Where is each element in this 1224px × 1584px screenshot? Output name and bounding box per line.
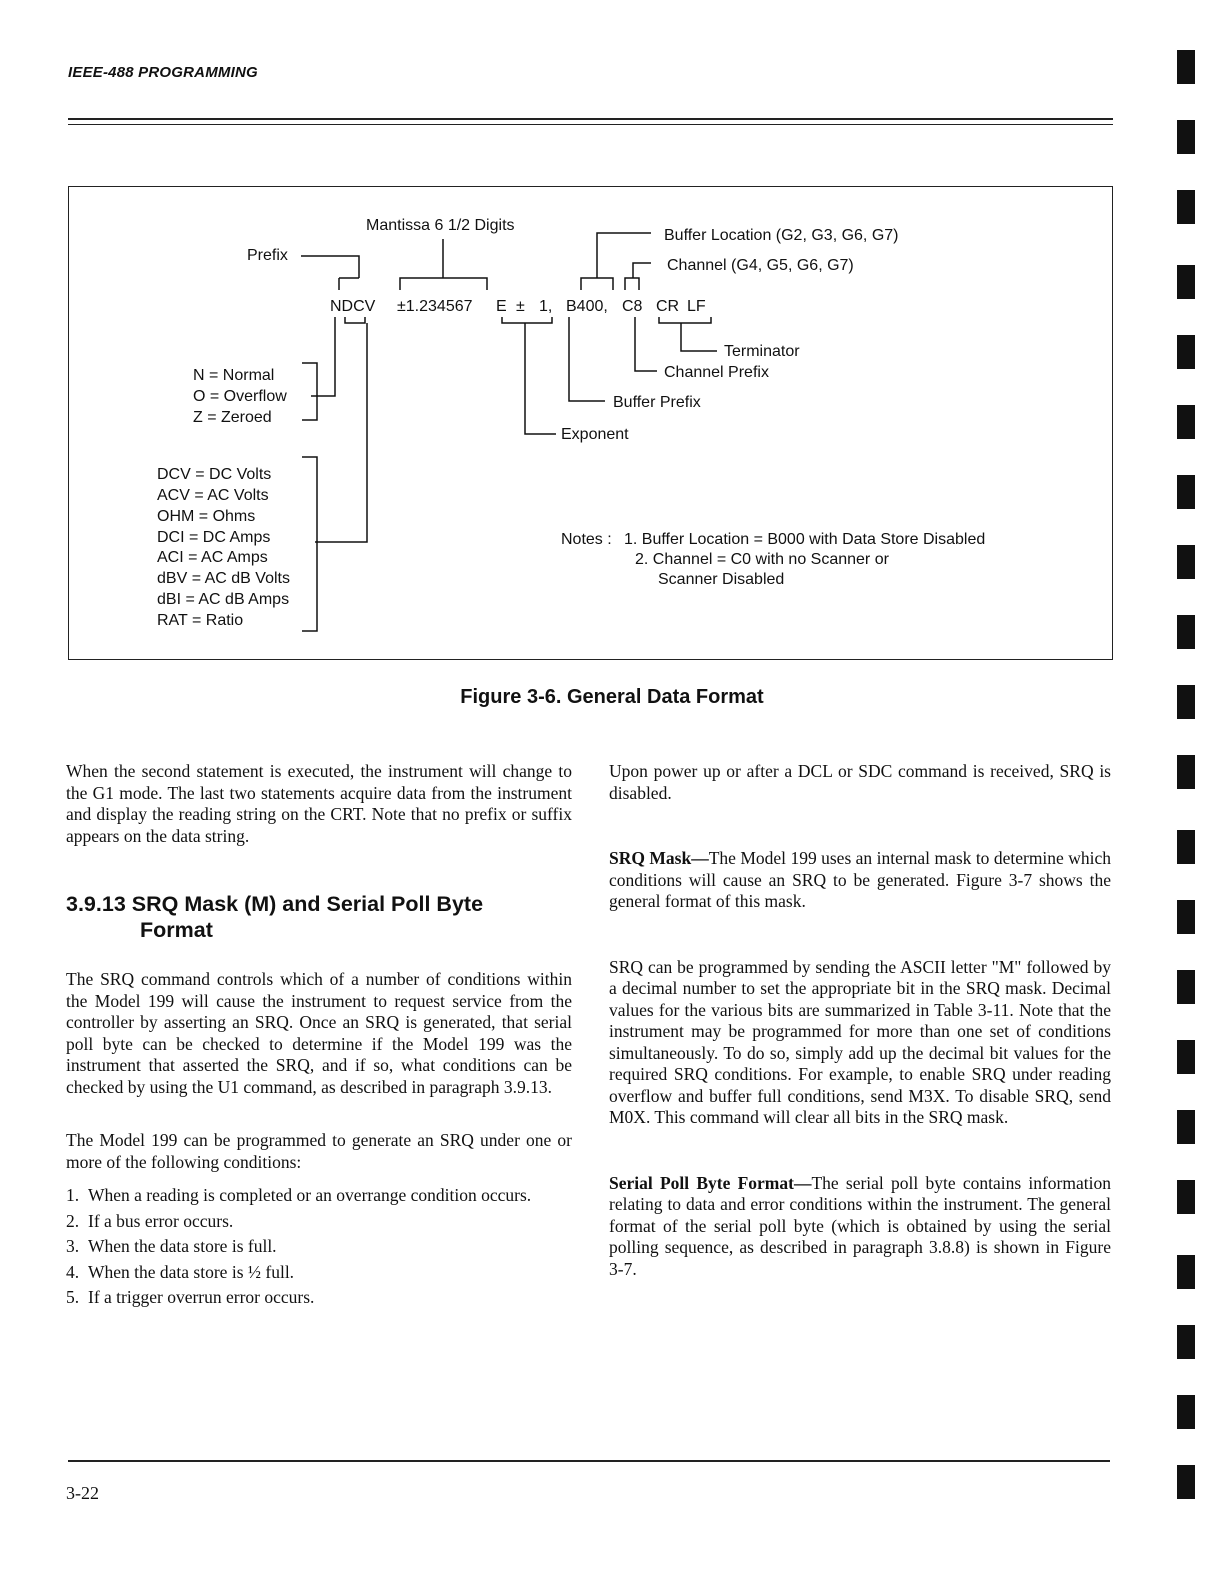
- list-item: [66, 1287, 572, 1309]
- function-code: OHM = Ohms: [157, 508, 256, 525]
- section-number: 3.9.13: [66, 892, 126, 916]
- buffer-prefix-label: Buffer Prefix: [613, 394, 701, 411]
- run-in-heading: SRQ Mask—: [609, 848, 709, 868]
- ds-mantissa: ±1.234567: [397, 298, 473, 315]
- paragraph-text: The Model 199 uses an internal mask to determine which conditions will cause an SRQ to be generated. Figure 3-7 shows the general format of this mask.: [609, 848, 1111, 911]
- list-item: [66, 1211, 572, 1233]
- function-code: ACI = AC Amps: [157, 549, 268, 566]
- paragraph-text: The serial poll byte contains information relating to data and error conditions within the instrument. The general format of the serial poll byte (which is obtained by using the serial polling sequence, as described in paragraph 3.8.8) is shown in Figure 3-7.: [609, 1172, 1111, 1279]
- figure-caption: Figure 3-6. General Data Format: [460, 686, 764, 708]
- index-tab: [1177, 900, 1195, 934]
- index-tab: [1177, 1395, 1195, 1429]
- ds-channel: C8: [622, 298, 643, 315]
- index-tab: [1177, 1110, 1195, 1144]
- list-text: When a reading is completed or an overrange condition occurs.: [88, 1185, 532, 1205]
- status-code: O = Overflow: [193, 388, 287, 405]
- function-code: dBV = AC dB Volts: [157, 570, 290, 587]
- index-tab: [1177, 190, 1195, 224]
- list-number: 1.: [66, 1185, 80, 1205]
- terminator-label: Terminator: [724, 343, 800, 360]
- paragraph: [609, 848, 1111, 913]
- function-code: ACV = AC Volts: [157, 487, 269, 504]
- paragraph: Upon power up or after a DCL or SDC command is received, SRQ is disabled.: [609, 761, 1111, 803]
- exponent-label: Exponent: [561, 426, 629, 443]
- list-item: [66, 1262, 572, 1284]
- index-tab: [1177, 615, 1195, 649]
- data-format-figure: [68, 186, 1113, 660]
- list-number: 2.: [66, 1210, 80, 1231]
- list-text: If a trigger overrun error occurs.: [88, 1287, 315, 1307]
- conditions-list: [66, 1185, 572, 1309]
- section-title: SRQ Mask (M) and Serial Poll Byte: [131, 892, 484, 916]
- list-number: 3.: [66, 1236, 80, 1256]
- ds-exp-sign: ±: [516, 298, 525, 315]
- index-tab: [1177, 1180, 1195, 1214]
- channel-label: Channel (G4, G5, G6, G7): [667, 257, 854, 274]
- index-tab: [1177, 50, 1195, 84]
- function-code: DCV = DC Volts: [157, 466, 272, 483]
- buffer-location-label: Buffer Location (G2, G3, G6, G7): [664, 227, 899, 244]
- index-tab: [1177, 475, 1195, 509]
- index-tab: [1177, 335, 1195, 369]
- index-tab: [1177, 545, 1195, 579]
- index-tab: [1177, 405, 1195, 439]
- prefix-label: Prefix: [247, 247, 288, 264]
- run-in-heading: Serial Poll Byte Format—: [609, 1172, 812, 1193]
- ds-buffer: B400,: [566, 298, 608, 315]
- ds-exp-e: E: [496, 298, 507, 315]
- paragraph: When the second statement is executed, the instrument will change to the G1 mode. The last two statements acquire data from the instrument and display the reading string on the CRT. Note that no prefix or suffix appears on the data string.: [66, 761, 572, 846]
- index-tab: [1177, 1040, 1195, 1074]
- index-tab: [1177, 1325, 1195, 1359]
- header-rule-thin: [68, 124, 1113, 125]
- ds-prefix: NDCV: [330, 298, 376, 315]
- edge-index-tabs: [1177, 0, 1197, 1584]
- list-text: When the data store is ½ full.: [88, 1261, 295, 1282]
- running-header: IEEE-488 PROGRAMMING: [68, 64, 258, 81]
- mantissa-label: Mantissa 6 1/2 Digits: [366, 217, 515, 234]
- index-tab: [1177, 120, 1195, 154]
- index-tab: [1177, 265, 1195, 299]
- index-tab: [1177, 755, 1195, 789]
- right-column: [609, 761, 1111, 1280]
- function-code: DCI = DC Amps: [157, 529, 271, 546]
- section-title-cont: Format: [140, 918, 213, 942]
- list-number: 5.: [66, 1287, 80, 1307]
- ds-exp-value: 1,: [539, 298, 553, 315]
- list-item: [66, 1185, 572, 1207]
- index-tab: [1177, 1255, 1195, 1289]
- list-number: 4.: [66, 1261, 80, 1282]
- section-heading: [66, 891, 572, 943]
- paragraph: SRQ can be programmed by sending the ASCII letter "M" followed by a decimal number to set the appropriate bit in the SRQ mask. Decimal values for the various bits are summarized in Table 3-11. Note that the instrument may be programmed for more than one set of conditions simultaneously. To do so, simply add up the decimal bit values for the required SRQ conditions. For example, to enable SRQ under reading overflow and buffer full conditions, send M3X. To disable SRQ, send M0X. This command will clear all bits in the SRQ mask.: [609, 956, 1111, 1127]
- header-rule: [68, 118, 1113, 120]
- note-item: Scanner Disabled: [658, 571, 785, 588]
- index-tab: [1177, 1465, 1195, 1499]
- page-number: 3-22: [66, 1483, 99, 1503]
- data-format-diagram: [69, 187, 1114, 661]
- ds-lf: LF: [687, 298, 706, 315]
- note-item: 1. Buffer Location = B000 with Data Store Disabled: [624, 531, 986, 548]
- list-text: If a bus error occurs.: [88, 1210, 234, 1231]
- index-tab: [1177, 970, 1195, 1004]
- footer-rule: [68, 1460, 1110, 1462]
- function-code: dBI = AC dB Amps: [157, 591, 290, 608]
- paragraph: The SRQ command controls which of a number of conditions within the Model 199 will cause the instrument to request service from the controller by asserting an SRQ. Once an SRQ is generated, that serial poll byte can be checked to determine if the Model 199 was the instrument that asserted the SRQ, and if so, what conditions can be checked by using the U1 command, as described in paragraph 3.9.13.: [66, 969, 572, 1097]
- status-code: Z = Zeroed: [193, 409, 272, 426]
- list-text: When the data store is full.: [88, 1236, 277, 1256]
- index-tab: [1177, 830, 1195, 864]
- status-code: N = Normal: [193, 367, 275, 384]
- ds-cr: CR: [656, 298, 680, 315]
- note-item: 2. Channel = C0 with no Scanner or: [635, 551, 889, 568]
- function-code: RAT = Ratio: [157, 612, 244, 629]
- left-column: [66, 761, 572, 1313]
- paragraph: [609, 1173, 1111, 1281]
- channel-prefix-label: Channel Prefix: [664, 364, 769, 381]
- notes-label: Notes :: [561, 531, 612, 548]
- list-item: [66, 1236, 572, 1258]
- paragraph: The Model 199 can be programmed to generate an SRQ under one or more of the following conditions:: [66, 1130, 572, 1172]
